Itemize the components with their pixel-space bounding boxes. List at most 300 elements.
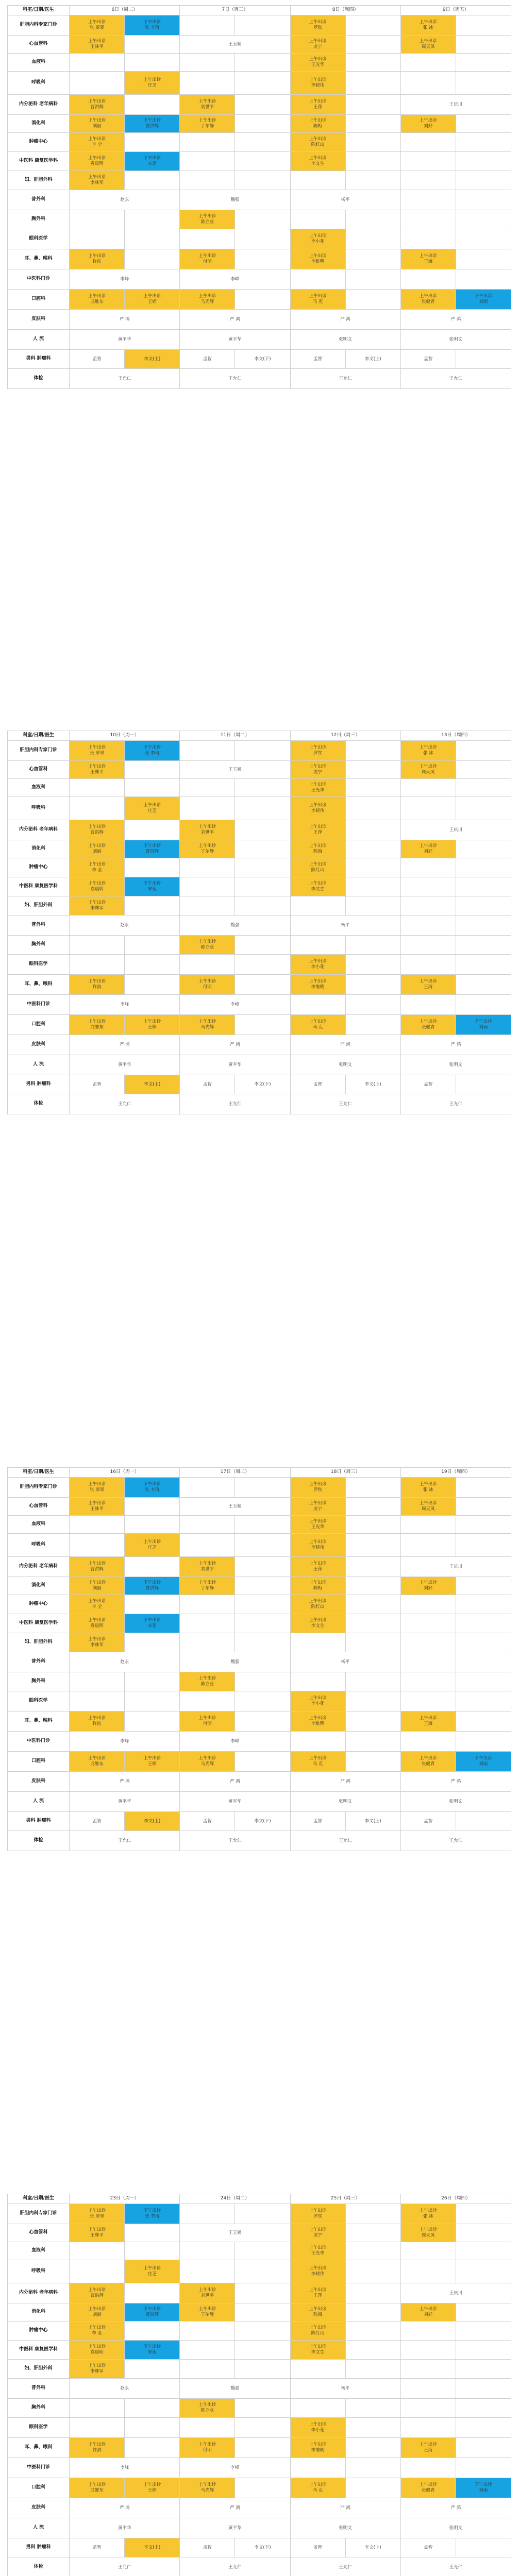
schedule-cell: 上午出诊 李文生 [290, 2341, 345, 2360]
schedule-cell: 上午出诊 刘世平 [180, 1557, 235, 1577]
schedule-cell: 孟智 [400, 350, 456, 369]
schedule-cell: 孟智 [400, 1812, 456, 1831]
schedule-cell [125, 1691, 180, 1711]
schedule-cell: 上午出诊 李林军 [70, 1633, 125, 1652]
department-label: 中医科 康复医学科 [8, 2341, 70, 2360]
schedule-cell: 上午出诊 袁晨明 [70, 1614, 125, 1633]
schedule-cell [125, 1711, 180, 1732]
schedule-cell: 上午出诊 张 冰 [400, 741, 456, 761]
schedule-cell: 上午出诊 李文生 [290, 1614, 345, 1633]
schedule-cell [180, 1478, 235, 1498]
schedule-cell [456, 1711, 511, 1732]
schedule-cell [235, 1478, 290, 1498]
schedule-cell: 上午出诊 曹洪辉 [70, 2283, 125, 2303]
department-label: 胸外科 [8, 936, 70, 955]
schedule-cell [345, 2242, 400, 2260]
schedule-cell: 上午出诊 龙宁 [290, 1498, 345, 1516]
date-header: 26日（周四） [400, 2194, 511, 2204]
schedule-cell [400, 1732, 456, 1752]
schedule-cell [235, 955, 290, 975]
schedule-cell: 严 鸿 [180, 310, 290, 330]
department-label: 人 流 [8, 2518, 70, 2538]
schedule-cell [400, 2242, 456, 2260]
schedule-cell: 王庆川 [400, 2283, 511, 2303]
schedule-cell: 上午出诊 马光辉 [180, 2478, 235, 2498]
schedule-cell [70, 936, 125, 955]
department-label: 心血管科 [8, 2224, 70, 2242]
schedule-cell [345, 995, 400, 1015]
schedule-cell: 孟智 [180, 2538, 235, 2557]
schedule-cell: 上午出诊 袁晨明 [70, 877, 125, 896]
schedule-cell: 上午出诊 付明 [180, 1711, 235, 1732]
schedule-cell: 上午出诊 许滨 [70, 975, 125, 995]
schedule-cell: 李文(上) [345, 350, 400, 369]
schedule-cell: 上午出诊 陈梅 [290, 1577, 345, 1595]
schedule-cell: 李峰 [70, 269, 180, 290]
schedule-cell: 上午出诊 张 翠翠 [70, 741, 125, 761]
schedule-cell: 上午出诊 陈红山 [290, 858, 345, 877]
date-header: 8日（周四） [290, 6, 400, 15]
schedule-cell [400, 896, 456, 916]
schedule-cell [456, 171, 511, 190]
schedule-cell [235, 2438, 290, 2458]
schedule-cell [290, 1672, 345, 1691]
schedule-cell [345, 210, 400, 229]
schedule-cell: 上午出诊 陈立业 [180, 2399, 235, 2418]
schedule-cell: 上午出诊 张 冰 [400, 2204, 456, 2224]
schedule-cell [235, 2260, 290, 2283]
department-label: 中医科 康复医学科 [8, 1614, 70, 1633]
schedule-cell [345, 95, 400, 115]
schedule-cell [456, 1075, 511, 1094]
schedule-cell: 上午出诊 陈红山 [290, 2321, 345, 2341]
department-label: 皮肤科 [8, 1035, 70, 1055]
schedule-cell [290, 2399, 345, 2418]
schedule-cell: 上午出诊 张 冰 [400, 15, 456, 36]
schedule-cell [345, 54, 400, 72]
department-label: 口腔科 [8, 1752, 70, 1772]
schedule-cell: 上午出诊 丁尔静 [180, 840, 235, 858]
schedule-cell [235, 2204, 290, 2224]
schedule-cell: 魏强 [180, 1652, 290, 1672]
schedule-cell: 上午出诊 王萍 [290, 95, 345, 115]
schedule-cell [290, 210, 345, 229]
department-label: 男科 肿瘤科 [8, 1075, 70, 1094]
corner-header: 科室/日期/医生 [8, 731, 70, 741]
schedule-cell: 上午出诊 王光华 [290, 2242, 345, 2260]
schedule-cell: 上午出诊 王林平 [70, 36, 125, 54]
schedule-cell [456, 975, 511, 995]
schedule-cell: 孟智 [290, 1812, 345, 1831]
date-header: 6日（周二） [70, 6, 180, 15]
date-header: 19日（周四） [400, 1468, 511, 1478]
schedule-cell [456, 2379, 511, 2399]
schedule-cell [180, 2242, 235, 2260]
schedule-cell: 上午出诊 张 翠翠 [70, 15, 125, 36]
schedule-cell: 王庆川 [400, 820, 511, 840]
schedule-cell [235, 797, 290, 820]
schedule-cell: 上午出诊 罗钦 [290, 1478, 345, 1498]
schedule-cell: 王允仁 [290, 1094, 400, 1114]
schedule-cell [345, 975, 400, 995]
schedule-cell: 王庆川 [400, 1557, 511, 1577]
schedule-cell [456, 2418, 511, 2438]
schedule-cell: 上午出诊 王光华 [290, 1516, 345, 1534]
schedule-cell: 严 鸿 [70, 2498, 180, 2518]
schedule-cell: 上午出诊 李维明 [290, 1711, 345, 1732]
schedule-cell [235, 877, 290, 896]
schedule-cell [70, 210, 125, 229]
schedule-cell: 上午出诊 马 克 [290, 290, 345, 310]
schedule-cell: 上午出诊 周天凤 [400, 2224, 456, 2242]
schedule-cell: 严 鸿 [400, 1772, 511, 1792]
schedule-cell: 上午出诊 李小花 [290, 955, 345, 975]
schedule-cell [235, 171, 290, 190]
schedule-cell [235, 95, 290, 115]
schedule-cell: 孟智 [70, 350, 125, 369]
schedule-cell [235, 1534, 290, 1557]
schedule-cell [235, 1711, 290, 1732]
schedule-cell: 上午出诊 张 翠翠 [70, 2204, 125, 2224]
schedule-cell [400, 1691, 456, 1711]
department-label: 胸外科 [8, 2399, 70, 2418]
schedule-cell: 上午出诊 李 全 [70, 858, 125, 877]
schedule-cell: 下午出诊 刘雨 [456, 1015, 511, 1035]
schedule-cell [70, 2260, 125, 2283]
schedule-cell [345, 955, 400, 975]
schedule-cell: 上午出诊 罗钦 [290, 2204, 345, 2224]
schedule-cell [400, 2341, 456, 2360]
schedule-cell: 上午出诊 王光华 [290, 54, 345, 72]
schedule-cell: 杨平 [290, 2379, 400, 2399]
schedule-cell: 下午出诊 刘雨 [456, 1752, 511, 1772]
schedule-cell: 杨平 [290, 1652, 400, 1672]
schedule-cell: 上午出诊 李晓伟 [290, 2260, 345, 2283]
schedule-cell: 下午出诊 刘雨 [456, 2478, 511, 2498]
schedule-cell [180, 1595, 235, 1614]
schedule-cell: 上午出诊 付明 [180, 975, 235, 995]
schedule-cell [180, 877, 235, 896]
schedule-cell: 上午出诊 李小花 [290, 2418, 345, 2438]
corner-header: 科室/日期/医生 [8, 2194, 70, 2204]
schedule-cell: 上午出诊 陈梅 [290, 2303, 345, 2321]
schedule-cell: 上午出诊 陈立业 [180, 210, 235, 229]
schedule-cell [345, 797, 400, 820]
schedule-cell: 上午出诊 李晓伟 [290, 797, 345, 820]
schedule-cell: 孟智 [70, 2538, 125, 2557]
schedule-cell: 上午出诊 王海 [400, 249, 456, 269]
department-label: 肿瘤中心 [8, 858, 70, 877]
schedule-cell: 严 鸿 [70, 1035, 180, 1055]
schedule-cell [456, 2360, 511, 2379]
department-label: 血液科 [8, 779, 70, 797]
schedule-cell [345, 269, 400, 290]
schedule-cell: 下午出诊 宋莲 [125, 877, 180, 896]
schedule-cell [235, 741, 290, 761]
schedule-cell [456, 2260, 511, 2283]
date-header: 24日（周二） [180, 2194, 290, 2204]
schedule-cell [235, 1595, 290, 1614]
schedule-cell [400, 779, 456, 797]
schedule-cell [345, 2360, 400, 2379]
schedule-cell: 上午出诊 许滨 [70, 249, 125, 269]
date-header: 10日（周一） [70, 731, 180, 741]
schedule-cell [345, 249, 400, 269]
schedule-cell: 李峰 [180, 995, 290, 1015]
schedule-cell [235, 1516, 290, 1534]
schedule-cell [235, 1691, 290, 1711]
schedule-cell [180, 741, 235, 761]
department-label: 体检 [8, 2557, 70, 2576]
schedule-cell [400, 133, 456, 152]
schedule-cell [345, 229, 400, 249]
schedule-cell [180, 955, 235, 975]
department-label: 血液科 [8, 54, 70, 72]
schedule-cell: 黄平华 [180, 1792, 290, 1812]
schedule-cell [235, 249, 290, 269]
schedule-cell [345, 2224, 400, 2242]
department-label: 中医科门诊 [8, 2458, 70, 2478]
schedule-cell [125, 2283, 180, 2303]
schedule-cell [345, 877, 400, 896]
department-label: 普外科 [8, 2379, 70, 2399]
schedule-cell [345, 2399, 400, 2418]
schedule-cell [235, 1557, 290, 1577]
schedule-cell: 下午出诊 宋莲 [125, 1614, 180, 1633]
schedule-cell [125, 2360, 180, 2379]
schedule-cell [125, 1557, 180, 1577]
schedule-cell [235, 2303, 290, 2321]
schedule-cell [235, 1577, 290, 1595]
schedule-cell [180, 2204, 235, 2224]
schedule-cell [345, 1672, 400, 1691]
schedule-cell [125, 210, 180, 229]
schedule-cell [180, 171, 235, 190]
schedule-cell: 严 鸿 [400, 1035, 511, 1055]
schedule-cell: 李文(上) [125, 2538, 180, 2557]
schedule-cell [345, 896, 400, 916]
date-header: 16日（周一） [70, 1468, 180, 1478]
schedule-cell [290, 269, 345, 290]
schedule-cell: 李文(下) [235, 1075, 290, 1094]
schedule-cell: 上午出诊 刘世平 [180, 95, 235, 115]
schedule-cell [180, 2418, 235, 2438]
schedule-cell [345, 2418, 400, 2438]
schedule-cell [456, 36, 511, 54]
schedule-cell: 上午出诊 陈梅 [290, 115, 345, 133]
department-label: 人 流 [8, 330, 70, 350]
schedule-cell [345, 1752, 400, 1772]
department-label: 中医科 康复医学科 [8, 152, 70, 171]
schedule-cell: 张明文 [400, 2518, 511, 2538]
schedule-cell [180, 2360, 235, 2379]
schedule-cell: 上午出诊 李林军 [70, 2360, 125, 2379]
schedule-cell: 下午出诊 曹洪辉 [125, 840, 180, 858]
schedule-cell [400, 858, 456, 877]
schedule-cell [180, 797, 235, 820]
schedule-cell [345, 2204, 400, 2224]
schedule-cell [456, 1691, 511, 1711]
schedule-cell [456, 1595, 511, 1614]
schedule-cell: 张明文 [290, 1792, 400, 1812]
schedule-cell [456, 54, 511, 72]
schedule-cell: 上午出诊 李晓伟 [290, 1534, 345, 1557]
schedule-cell [180, 2321, 235, 2341]
schedule-cell: 下午出诊 宋莲 [125, 2341, 180, 2360]
schedule-cell [235, 2242, 290, 2260]
date-header: 23日（周一） [70, 2194, 180, 2204]
schedule-cell [180, 1691, 235, 1711]
schedule-cell [456, 2224, 511, 2242]
schedule-cell: 上午出诊 龙宁 [290, 2224, 345, 2242]
schedule-cell [125, 1516, 180, 1534]
schedule-cell [125, 2399, 180, 2418]
department-label: 口腔科 [8, 1015, 70, 1035]
date-header: 17日（周二） [180, 1468, 290, 1478]
schedule-cell [456, 2458, 511, 2478]
schedule-cell [125, 229, 180, 249]
schedule-cell [456, 350, 511, 369]
schedule-cell [180, 1614, 235, 1633]
schedule-cell: 上午出诊 许滨 [70, 1711, 125, 1732]
schedule-cell: 王庆川 [400, 95, 511, 115]
schedule-cell [400, 2458, 456, 2478]
schedule-cell [400, 1595, 456, 1614]
date-header: 25日（周三） [290, 2194, 400, 2204]
schedule-cell: 上午出诊 陈红山 [290, 133, 345, 152]
schedule-cell: 上午出诊 陈梅 [290, 840, 345, 858]
department-label: 呼吸科 [8, 2260, 70, 2283]
schedule-cell: 上午出诊 李小花 [290, 229, 345, 249]
department-label: 皮肤科 [8, 1772, 70, 1792]
schedule-week-table [7, 2194, 511, 2576]
schedule-cell: 黄平华 [180, 330, 290, 350]
schedule-cell: 王允仁 [180, 2557, 290, 2576]
schedule-cell [235, 1672, 290, 1691]
schedule-cell: 上午出诊 刘好 [400, 115, 456, 133]
schedule-cell: 上午出诊 庄芝 [125, 1534, 180, 1557]
schedule-cell: 孟智 [180, 1812, 235, 1831]
schedule-cell: 王允仁 [180, 1831, 290, 1851]
schedule-cell: 张明文 [290, 2518, 400, 2538]
schedule-cell: 上午出诊 马光辉 [180, 1015, 235, 1035]
department-label: 肝胆内科专家门诊 [8, 15, 70, 36]
schedule-cell [345, 779, 400, 797]
schedule-cell: 上午出诊 王萍 [290, 2283, 345, 2303]
schedule-cell [345, 2283, 400, 2303]
schedule-cell: 下午出诊 曹洪辉 [125, 1577, 180, 1595]
schedule-cell [400, 1633, 456, 1652]
schedule-cell [345, 1557, 400, 1577]
department-label: 中医科门诊 [8, 995, 70, 1015]
schedule-cell: 黄平华 [70, 2518, 180, 2538]
schedule-cell [345, 152, 400, 171]
schedule-cell: 王玉姬 [180, 2224, 290, 2242]
schedule-cell [456, 1732, 511, 1752]
schedule-cell: 上午出诊 王婷 [125, 1752, 180, 1772]
schedule-cell: 上午出诊 罗钦 [290, 741, 345, 761]
schedule-cell [235, 229, 290, 249]
schedule-cell: 李峰 [70, 1732, 180, 1752]
schedule-cell: 上午出诊 王萍 [290, 1557, 345, 1577]
schedule-cell [456, 761, 511, 779]
schedule-cell [400, 2418, 456, 2438]
department-label: 妇、肝胆外科 [8, 2360, 70, 2379]
schedule-cell [235, 290, 290, 310]
department-label: 皮肤科 [8, 2498, 70, 2518]
schedule-cell [456, 840, 511, 858]
schedule-cell [400, 210, 456, 229]
schedule-cell: 上午出诊 庄芝 [125, 2260, 180, 2283]
department-label: 妇、肝胆外科 [8, 1633, 70, 1652]
department-label: 心血管科 [8, 761, 70, 779]
schedule-cell: 王允仁 [180, 369, 290, 389]
schedule-cell: 上午出诊 龙宁 [290, 761, 345, 779]
department-label: 眼科医学 [8, 2418, 70, 2438]
department-label: 耳、鼻、喉科 [8, 1711, 70, 1732]
schedule-week-table [7, 1467, 511, 1851]
department-label: 体检 [8, 1831, 70, 1851]
schedule-cell [180, 152, 235, 171]
schedule-cell [180, 2260, 235, 2283]
schedule-cell [456, 936, 511, 955]
department-label: 肝胆内科专家门诊 [8, 2204, 70, 2224]
schedule-cell: 上午出诊 丁尔静 [180, 1577, 235, 1595]
schedule-cell: 下午出诊 宋莲 [125, 152, 180, 171]
department-label: 眼科医学 [8, 1691, 70, 1711]
schedule-cell [456, 1652, 511, 1672]
schedule-cell: 上午出诊 王光华 [290, 779, 345, 797]
schedule-cell: 严 鸿 [290, 310, 400, 330]
schedule-cell [180, 858, 235, 877]
schedule-cell: 孟智 [180, 1075, 235, 1094]
schedule-cell [235, 840, 290, 858]
department-label: 中医科门诊 [8, 269, 70, 290]
schedule-cell: 赵永 [70, 2379, 180, 2399]
schedule-cell [180, 2341, 235, 2360]
schedule-cell [456, 133, 511, 152]
schedule-cell [70, 1691, 125, 1711]
schedule-cell [70, 72, 125, 95]
schedule-cell [70, 2418, 125, 2438]
schedule-cell: 杨平 [290, 916, 400, 936]
department-label: 体检 [8, 369, 70, 389]
schedule-cell [456, 877, 511, 896]
schedule-cell: 上午出诊 张健青 [400, 1752, 456, 1772]
schedule-cell [400, 877, 456, 896]
schedule-cell: 李峰 [180, 1732, 290, 1752]
department-label: 人 流 [8, 1055, 70, 1075]
department-label: 消化科 [8, 115, 70, 133]
schedule-week-table [7, 731, 511, 1114]
schedule-cell [290, 995, 345, 1015]
schedule-cell [235, 2418, 290, 2438]
schedule-cell [125, 975, 180, 995]
schedule-cell [400, 955, 456, 975]
schedule-cell [400, 1516, 456, 1534]
schedule-cell: 上午出诊 张健青 [400, 1015, 456, 1035]
schedule-cell: 张明文 [290, 1055, 400, 1075]
department-label: 呼吸科 [8, 1534, 70, 1557]
schedule-cell [290, 2360, 345, 2379]
schedule-cell: 王允仁 [400, 369, 511, 389]
schedule-cell: 张明文 [400, 330, 511, 350]
schedule-cell [456, 2438, 511, 2458]
schedule-cell [70, 1672, 125, 1691]
schedule-cell: 上午出诊 王婷 [125, 290, 180, 310]
schedule-cell [345, 936, 400, 955]
schedule-cell: 上午出诊 刘好 [400, 840, 456, 858]
